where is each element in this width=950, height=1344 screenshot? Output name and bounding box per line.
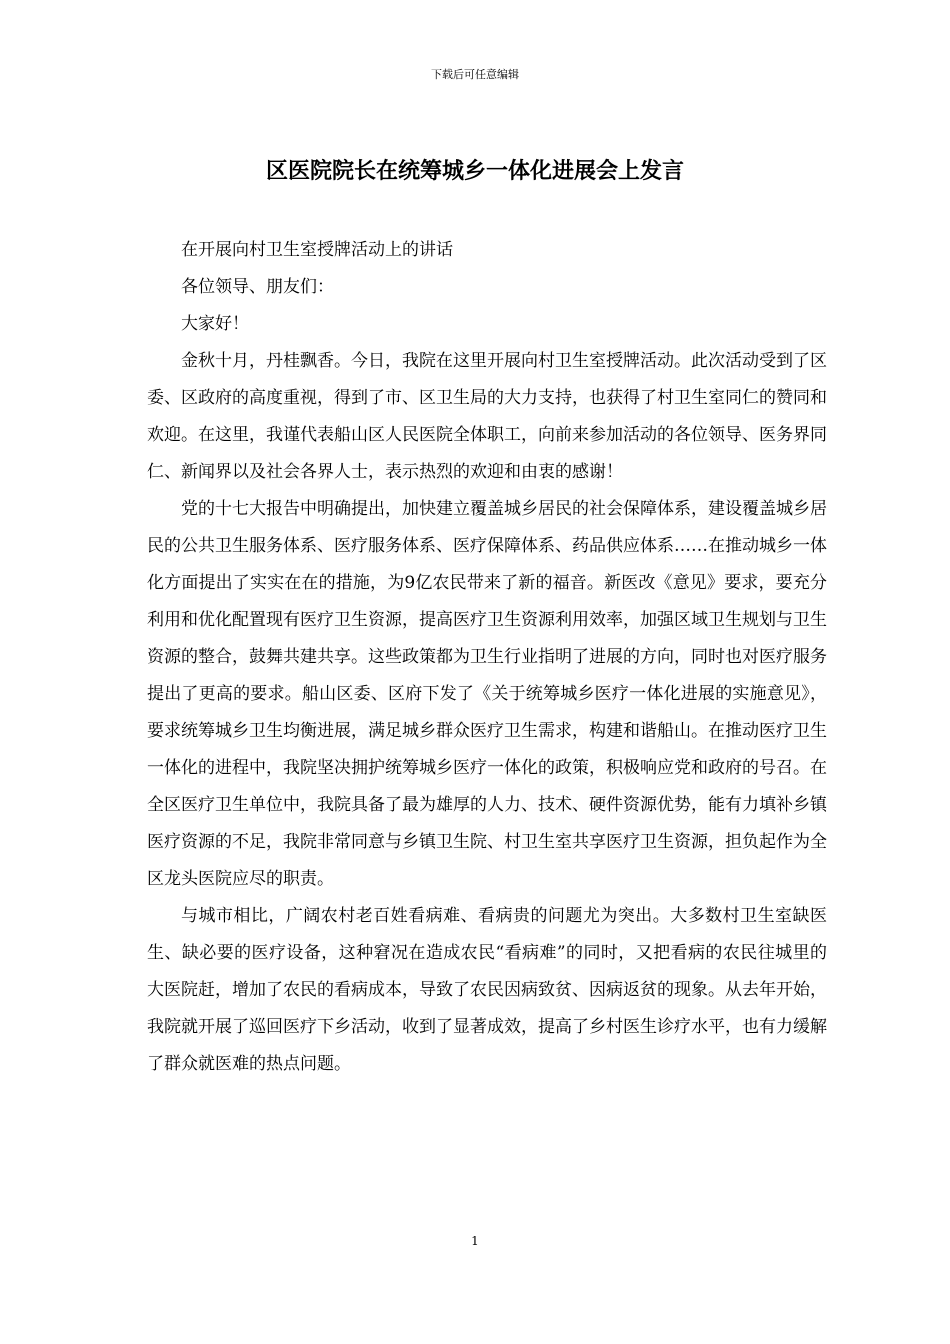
- speech-subtitle: 在开展向村卫生室授牌活动上的讲话: [181, 240, 453, 260]
- document-title: 区医院院长在统筹城乡一体化进展会上发言: [265, 158, 684, 184]
- document-body: [147, 232, 827, 1083]
- body-paragraph: 金秋十月，丹桂飘香。今日，我院在这里开展向村卫生室授牌活动。此次活动受到了区委、区政府的高度重视，得到了市、区卫生局的大力支持，也获得了村卫生室同仁的赞同和欢迎。在这里，我谨代表船山区人民医院全体职工，向前来参加活动的各位领导、医务界同仁、新闻界以及社会各界人士，表示热烈的欢迎和由衷的感谢！: [147, 351, 827, 482]
- greeting: 大家好！: [181, 314, 249, 334]
- page-number: 1: [471, 1234, 479, 1248]
- body-paragraph: 党的十七大报告中明确提出，加快建立覆盖城乡居民的社会保障体系，建设覆盖城乡居民的公共卫生服务体系、医疗服务体系、医疗保障体系、药品供应体系……在推动城乡一体化方面提出了实实在在的措施，为9亿农民带来了新的福音。新医改《意见》要求，要充分利用和优化配置现有医疗卫生资源，提高医疗卫生资源利用效率，加强区域卫生规划与卫生资源的整合，鼓舞共建共享。这些政策都为卫生行业指明了进展的方向，同时也对医疗服务提出了更高的要求。船山区委、区府下发了《关于统筹城乡医疗一体化进展的实施意见》，要求统筹城乡卫生均衡进展，满足城乡群众医疗卫生需求，构建和谐船山。在推动医疗卫生一体化的进程中，我院坚决拥护统筹城乡医疗一体化的政策，积极响应党和政府的号召。在全区医疗卫生单位中，我院具备了最为雄厚的人力、技术、硬件资源优势，能有力填补乡镇医疗资源的不足，我院非常同意与乡镇卫生院、村卫生室共享医疗卫生资源，担负起作为全区龙头医院应尽的职责。: [147, 499, 827, 889]
- body-paragraph: 与城市相比，广阔农村老百姓看病难、看病贵的问题尤为突出。大多数村卫生室缺医生、缺必要的医疗设备，这种窘况在造成农民“看病难”的同时，又把看病的农民往城里的大医院赶，增加了农民的看病成本，导致了农民因病致贫、因病返贫的现象。从去年开始，我院就开展了巡回医疗下乡活动，收到了显著成效，提高了乡村医生诊疗水平，也有力缓解了群众就医难的热点问题。: [147, 906, 827, 1074]
- salutation: 各位领导、朋友们：: [181, 277, 334, 297]
- page-header-note: 下载后可任意编辑: [431, 68, 519, 81]
